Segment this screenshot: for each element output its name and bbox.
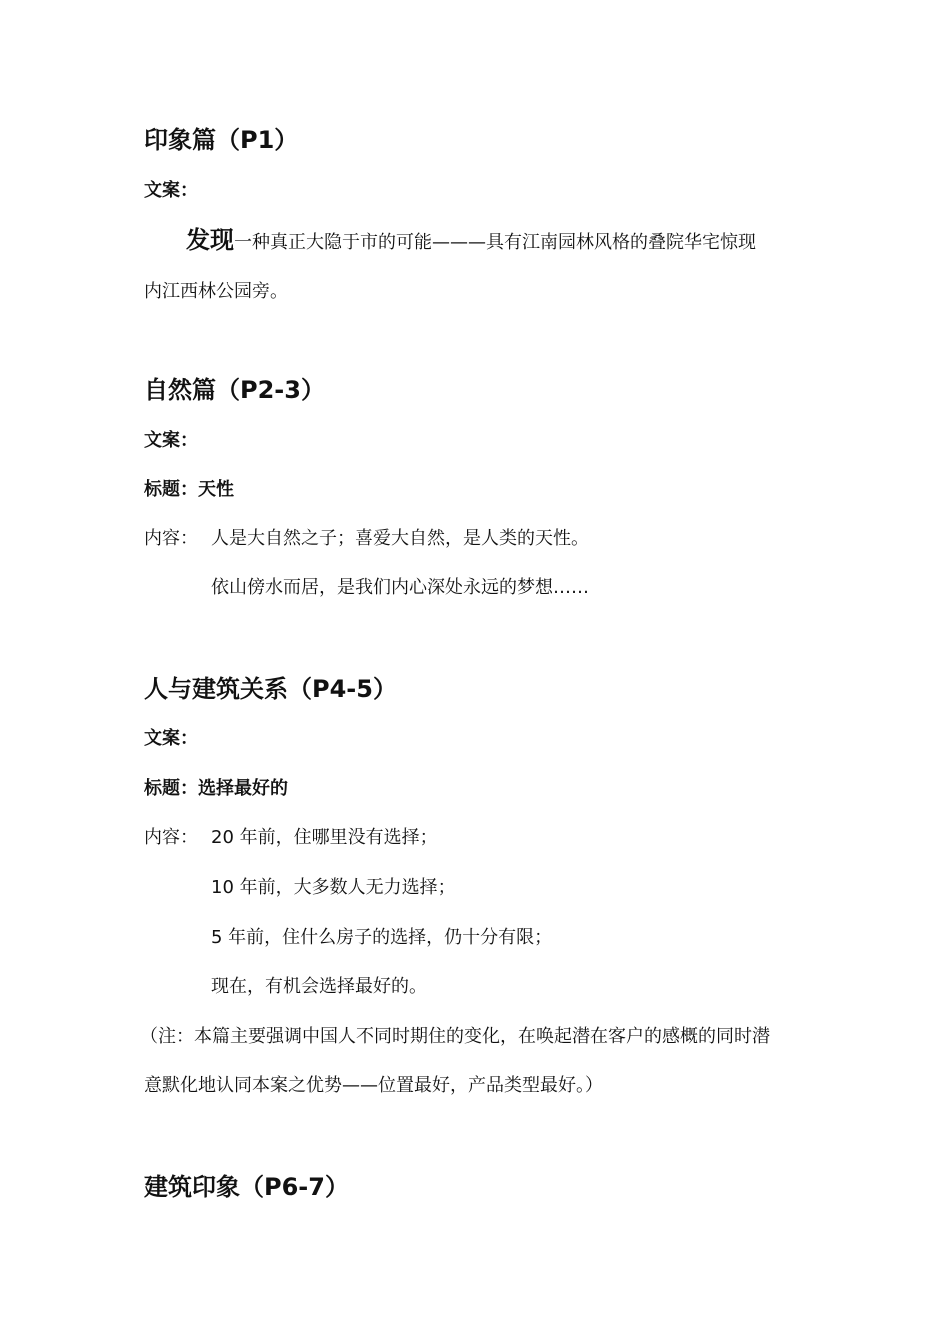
title-line: 标题：天性 (144, 479, 234, 500)
content-label: 内容： (144, 827, 198, 848)
copy-label: 文案： (144, 430, 198, 451)
body-text: 一种真正大隐于市的可能———具有江南园林风格的叠院华宅惊现 (234, 232, 756, 253)
note-line2: 意默化地认同本案之优势——位置最好，产品类型最好。） (144, 1075, 603, 1096)
content-line: 依山傍水而居，是我们内心深处永远的梦想…… (211, 577, 589, 598)
content-line: 10 年前，大多数人无力选择； (211, 877, 456, 898)
content-line: 5 年前，住什么房子的选择，仍十分有限； (211, 927, 553, 948)
note-line1: （注：本篇主要强调中国人不同时期住的变化，在唤起潜在客户的感概的同时潜 (140, 1026, 770, 1047)
section-heading-architecture-impression: 建筑印象（P6-7） (144, 1173, 349, 1201)
copy-label: 文案： (144, 728, 198, 749)
title-line: 标题：选择最好的 (144, 778, 288, 799)
content-line: 人是大自然之子；喜爱大自然，是人类的天性。 (211, 528, 589, 549)
discovery-paragraph-line2: 内江西林公园旁。 (144, 281, 288, 302)
copy-label: 文案： (144, 180, 198, 201)
content-line: 现在，有机会选择最好的。 (211, 976, 427, 997)
section-heading-people-architecture: 人与建筑关系（P4-5） (144, 675, 397, 703)
content-line: 20 年前，住哪里没有选择； (211, 827, 438, 848)
section-heading-nature: 自然篇（P2-3） (144, 376, 325, 404)
section-heading-impression: 印象篇（P1） (144, 126, 299, 154)
content-label: 内容： (144, 528, 198, 549)
discovery-paragraph-line1 (186, 228, 756, 255)
lead-word: 发现 (186, 226, 234, 254)
